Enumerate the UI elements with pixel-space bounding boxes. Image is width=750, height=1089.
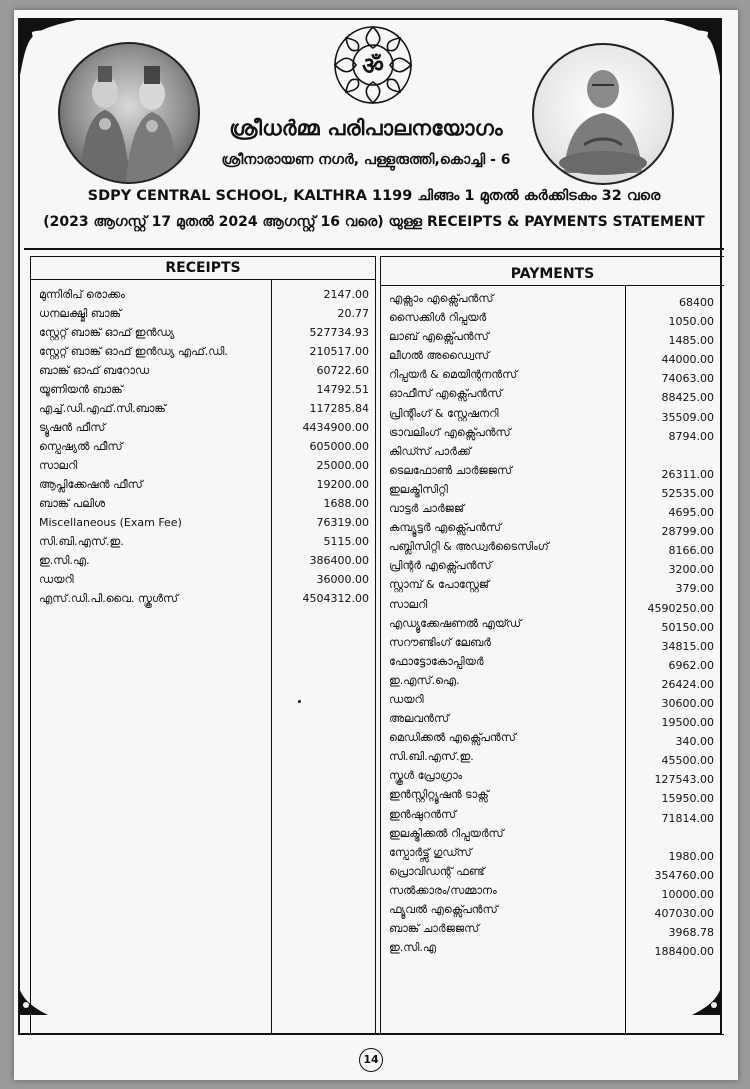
entry-amount: 5115.00 xyxy=(323,535,369,548)
receipt-row xyxy=(31,323,375,342)
entry-amount: 30600.00 xyxy=(661,696,714,710)
entry-amount: 4590250.00 xyxy=(647,601,714,615)
payment-row xyxy=(381,690,724,709)
payment-row xyxy=(381,671,724,690)
entry-label: ലീഗൽ അഡ്വൈസ് xyxy=(389,349,490,363)
receipt-row xyxy=(31,475,375,494)
receipt-row xyxy=(31,551,375,570)
entry-amount: 34815.00 xyxy=(661,639,714,653)
entry-label: ഡയറി xyxy=(39,573,74,586)
entry-amount: 19200.00 xyxy=(316,478,369,491)
entry-label: ട്രാവലിംഗ് എക്സ്പെൻസ് xyxy=(389,425,511,439)
payment-row xyxy=(381,575,724,594)
payment-row xyxy=(381,633,724,652)
payment-row xyxy=(381,785,724,804)
entry-amount: 1050.00 xyxy=(668,315,714,329)
entry-label: ബാങ്ക് പലിശ xyxy=(39,497,106,510)
entry-label: ഇ.സി.എ xyxy=(389,941,437,955)
payment-row xyxy=(381,327,724,346)
entry-amount: 8166.00 xyxy=(668,544,714,558)
entry-label: വാട്ടർ ചാർജജ് xyxy=(389,502,465,516)
entry-label: സറൗണ്ടിംഗ് ലേബർ xyxy=(389,635,491,649)
entry-label: ഇ.സി.എ. xyxy=(39,554,90,567)
payments-heading: PAYMENTS xyxy=(381,263,724,286)
entry-amount: 26311.00 xyxy=(661,467,714,481)
entry-amount: 15950.00 xyxy=(661,792,714,806)
entry-amount: 60722.60 xyxy=(316,364,369,377)
entry-amount: 28799.00 xyxy=(661,525,714,539)
svg-text:ॐ: ॐ xyxy=(362,52,384,80)
receipt-row xyxy=(31,342,375,361)
entry-amount: 74063.00 xyxy=(661,372,714,386)
entry-amount: 407030.00 xyxy=(654,907,714,920)
school-period-heading: SDPY CENTRAL SCHOOL, KALTHRA 1199 ചിങ്ങം 1 മുതൽ കർക്കിടകം 32 വരെ xyxy=(87,188,661,204)
entry-amount: 36000.00 xyxy=(316,573,369,586)
entry-label: ഇൻഷുറൻസ് xyxy=(389,807,457,821)
payment-row xyxy=(381,461,724,480)
entry-label: എഡ്യൂക്കേഷണൽ എയ്ഡ് xyxy=(389,616,522,630)
payment-row xyxy=(381,289,724,308)
entry-amount: 4434900.00 xyxy=(302,421,369,434)
entry-label: സൈക്കിൾ റിപ്പയർ xyxy=(389,311,487,325)
entry-label: ഇലക്ട്രിക്കൽ റിപ്പയർസ് xyxy=(389,826,504,840)
entry-amount: 379.00 xyxy=(675,582,714,596)
entry-amount: 20.77 xyxy=(337,307,369,320)
organization-title: ശ്രീധർമ്മ പരിപാലനയോഗം xyxy=(229,116,503,140)
entry-amount: 1688.00 xyxy=(323,497,369,510)
entry-label: പ്രൊവിഡന്റ് ഫണ്ട് xyxy=(389,864,485,878)
entry-amount: 3968.78 xyxy=(668,926,714,940)
om-symbol-icon xyxy=(332,24,414,106)
entry-amount: 76319.00 xyxy=(316,516,369,529)
payment-row xyxy=(381,384,724,403)
entry-amount: 52535.00 xyxy=(661,486,714,500)
payment-row xyxy=(381,709,724,728)
entry-label: എസ്.ഡി.പി.വൈ. സ്കൂൾസ് xyxy=(39,592,179,605)
entry-amount: 2147.00 xyxy=(323,288,369,301)
payment-row xyxy=(381,404,724,423)
ink-speck xyxy=(298,700,301,703)
entry-amount: 68400 xyxy=(679,296,714,309)
entry-label: ആപ്ലിക്കേഷൻ ഫീസ് xyxy=(39,478,143,491)
payment-row xyxy=(381,919,724,938)
entry-amount: 45500.00 xyxy=(661,754,714,768)
guru-photo xyxy=(532,43,674,185)
entry-amount: 4504312.00 xyxy=(302,592,369,605)
entry-label: ഓഫീസ് എക്സ്പെൻസ് xyxy=(389,387,503,401)
statement-table xyxy=(24,248,724,1035)
entry-amount: 50150.00 xyxy=(661,620,714,634)
receipt-row xyxy=(31,437,375,456)
entry-amount: 44000.00 xyxy=(661,353,714,367)
payment-row xyxy=(381,595,724,614)
payment-row xyxy=(381,824,724,843)
entry-amount: 127543.00 xyxy=(654,773,714,787)
payment-row xyxy=(381,518,724,537)
entry-label: റിപ്പയർ & മെയിന്റനൻസ് xyxy=(389,368,518,382)
receipt-row xyxy=(31,494,375,513)
receipt-row xyxy=(31,589,375,608)
entry-amount: 88425.00 xyxy=(661,391,714,405)
receipts-list xyxy=(31,285,375,608)
receipts-column xyxy=(30,256,376,1035)
entry-amount: 3200.00 xyxy=(668,563,714,577)
entry-amount: 71814.00 xyxy=(661,811,714,825)
entry-label: സ്റ്റേറ്റ് ബാങ്ക് ഓഫ് ഇൻഡ്യ എഫ്.ഡി. xyxy=(39,345,228,358)
payment-row xyxy=(381,900,724,919)
entry-label: ഫ്യൂവൽ എക്സ്പെൻസ് xyxy=(389,903,498,916)
organization-address: ശ്രീനാരായണ നഗർ, പള്ളുരുത്തി,കൊച്ചി - 6 xyxy=(221,152,511,168)
entry-label: ടെലഫോൺ ചാർജജസ് xyxy=(389,463,513,477)
receipt-row xyxy=(31,513,375,532)
entry-amount: 10000.00 xyxy=(661,887,714,901)
receipt-row xyxy=(31,570,375,589)
payment-row xyxy=(381,365,724,384)
entry-label: എച്ച്.ഡി.എഫ്.സി.ബാങ്ക് xyxy=(39,402,166,415)
entry-amount: 4695.00 xyxy=(668,506,714,520)
receipt-row xyxy=(31,304,375,323)
payment-row xyxy=(381,556,724,575)
payment-row xyxy=(381,843,724,862)
entry-label: പ്രിന്റർ എക്സ്പെൻസ് xyxy=(389,559,492,573)
page-number: 14 xyxy=(359,1048,383,1072)
entry-label: സാലറി xyxy=(389,597,428,611)
payment-row xyxy=(381,480,724,499)
entry-label: സ്റ്റാമ്പ് & പോസ്റ്റേജ് xyxy=(389,578,490,592)
receipt-row xyxy=(31,456,375,475)
entry-amount: 6962.00 xyxy=(668,658,714,672)
entry-label: കിഡ്സ് പാർക്ക് xyxy=(389,444,472,458)
entry-label: സാലറി xyxy=(39,459,78,472)
entry-label: പബ്ലിസിറ്റി & അഡ്വർടൈസിംഗ് xyxy=(389,540,549,554)
entry-label: ട്യൂഷൻ ഫീസ് xyxy=(39,421,106,434)
entry-amount: 1485.00 xyxy=(668,334,714,348)
entry-amount: 210517.00 xyxy=(309,345,369,358)
entry-amount: 117285.84 xyxy=(309,402,369,415)
entry-amount: 340.00 xyxy=(675,735,714,749)
payment-row xyxy=(381,537,724,556)
payment-row xyxy=(381,862,724,881)
entry-label: സ്റ്റേറ്റ് ബാങ്ക് ഓഫ് ഇൻഡ്യ xyxy=(39,326,175,339)
entry-amount: 26424.00 xyxy=(661,677,714,691)
entry-label: സ്പോർട്ട്സ് ഗുഡ്സ് xyxy=(389,845,472,859)
payment-row xyxy=(381,308,724,327)
payment-row xyxy=(381,499,724,518)
entry-label: ഡയറി xyxy=(389,692,424,706)
entry-label: ലാബ് എക്സ്പെൻസ് xyxy=(389,330,489,344)
entry-amount: 386400.00 xyxy=(309,554,369,567)
payment-row xyxy=(381,938,724,957)
entry-label: കമ്പ്യൂട്ടർ എക്സ്പെൻസ് xyxy=(389,521,502,535)
payments-column xyxy=(380,256,724,1035)
entry-amount: 527734.93 xyxy=(309,326,369,339)
entry-label: എക്സാം എക്സ്പെൻസ് xyxy=(389,292,494,305)
entry-label: യൂണിയൻ ബാങ്ക് xyxy=(39,383,123,396)
entry-label: Miscellaneous (Exam Fee) xyxy=(39,516,182,529)
entry-amount: 8794.00 xyxy=(668,429,714,443)
entry-amount: 188400.00 xyxy=(654,945,714,959)
receipt-row xyxy=(31,418,375,437)
entry-label: സൽക്കാരം/സമ്മാനം xyxy=(389,883,497,897)
entry-label: മെഡിക്കൽ എക്സ്പെൻസ് xyxy=(389,731,516,745)
payment-row xyxy=(381,652,724,671)
entry-label: ബാങ്ക് ഓഫ് ബറോഡ xyxy=(39,364,150,377)
payment-row xyxy=(381,423,724,442)
entry-label: സ്പെഷ്യൽ ഫീസ് xyxy=(39,440,123,453)
entry-label: ഇലക്ട്രിസിറ്റി xyxy=(389,482,448,496)
payment-row xyxy=(381,805,724,824)
receipt-row xyxy=(31,361,375,380)
entry-amount: 605000.00 xyxy=(309,440,369,453)
entry-label: ഫോട്ടോകോപ്പിയർ xyxy=(389,654,484,668)
receipts-heading: RECEIPTS xyxy=(31,257,375,280)
entry-amount: 354760.00 xyxy=(654,868,714,882)
entry-amount: 35509.00 xyxy=(661,410,714,424)
payment-row xyxy=(381,614,724,633)
statement-title: (2023 ആഗസ്റ്റ് 17 മുതൽ 2024 ആഗസ്റ്റ് 16 വരെ) യുള്ള RECEIPTS & PAYMENTS STATEMENT xyxy=(43,214,705,230)
entry-label: ധനലക്ഷ്മി ബാങ്ക് xyxy=(39,307,122,320)
receipt-row xyxy=(31,532,375,551)
receipt-row xyxy=(31,285,375,304)
entry-label: ഇ.എസ്.ഐ. xyxy=(389,673,460,687)
entry-amount: 14792.51 xyxy=(316,383,369,396)
payment-row xyxy=(381,728,724,747)
entry-label: അലവൻസ് xyxy=(389,712,450,726)
entry-label: പ്രിന്റിംഗ് & സ്റ്റേഷനറി xyxy=(389,406,499,420)
payment-row xyxy=(381,442,724,461)
entry-label: മുന്നിരിപ് രൊക്കം xyxy=(39,288,125,301)
entry-label: ഇൻസ്റ്റിറ്റ്യൂഷൻ ടാക്സ് xyxy=(389,788,489,802)
payment-row xyxy=(381,346,724,365)
shiva-parvati-photo xyxy=(58,42,200,184)
payment-row xyxy=(381,881,724,900)
receipt-row xyxy=(31,399,375,418)
entry-label: സി.ബി.എസ്.ഇ. xyxy=(39,535,124,548)
entry-amount: 19500.00 xyxy=(661,716,714,730)
entry-label: സ്കൂൾ പ്രോഗ്രാം xyxy=(389,769,463,783)
entry-amount: 1980.00 xyxy=(668,849,714,863)
entry-amount: 25000.00 xyxy=(316,459,369,472)
entry-label: ബാങ്ക് ചാർജജസ് xyxy=(389,922,480,936)
payment-row xyxy=(381,747,724,766)
payments-list xyxy=(381,289,724,957)
receipt-row xyxy=(31,380,375,399)
payment-row xyxy=(381,766,724,785)
entry-label: സി.ബി.എസ്.ഇ. xyxy=(389,750,474,764)
